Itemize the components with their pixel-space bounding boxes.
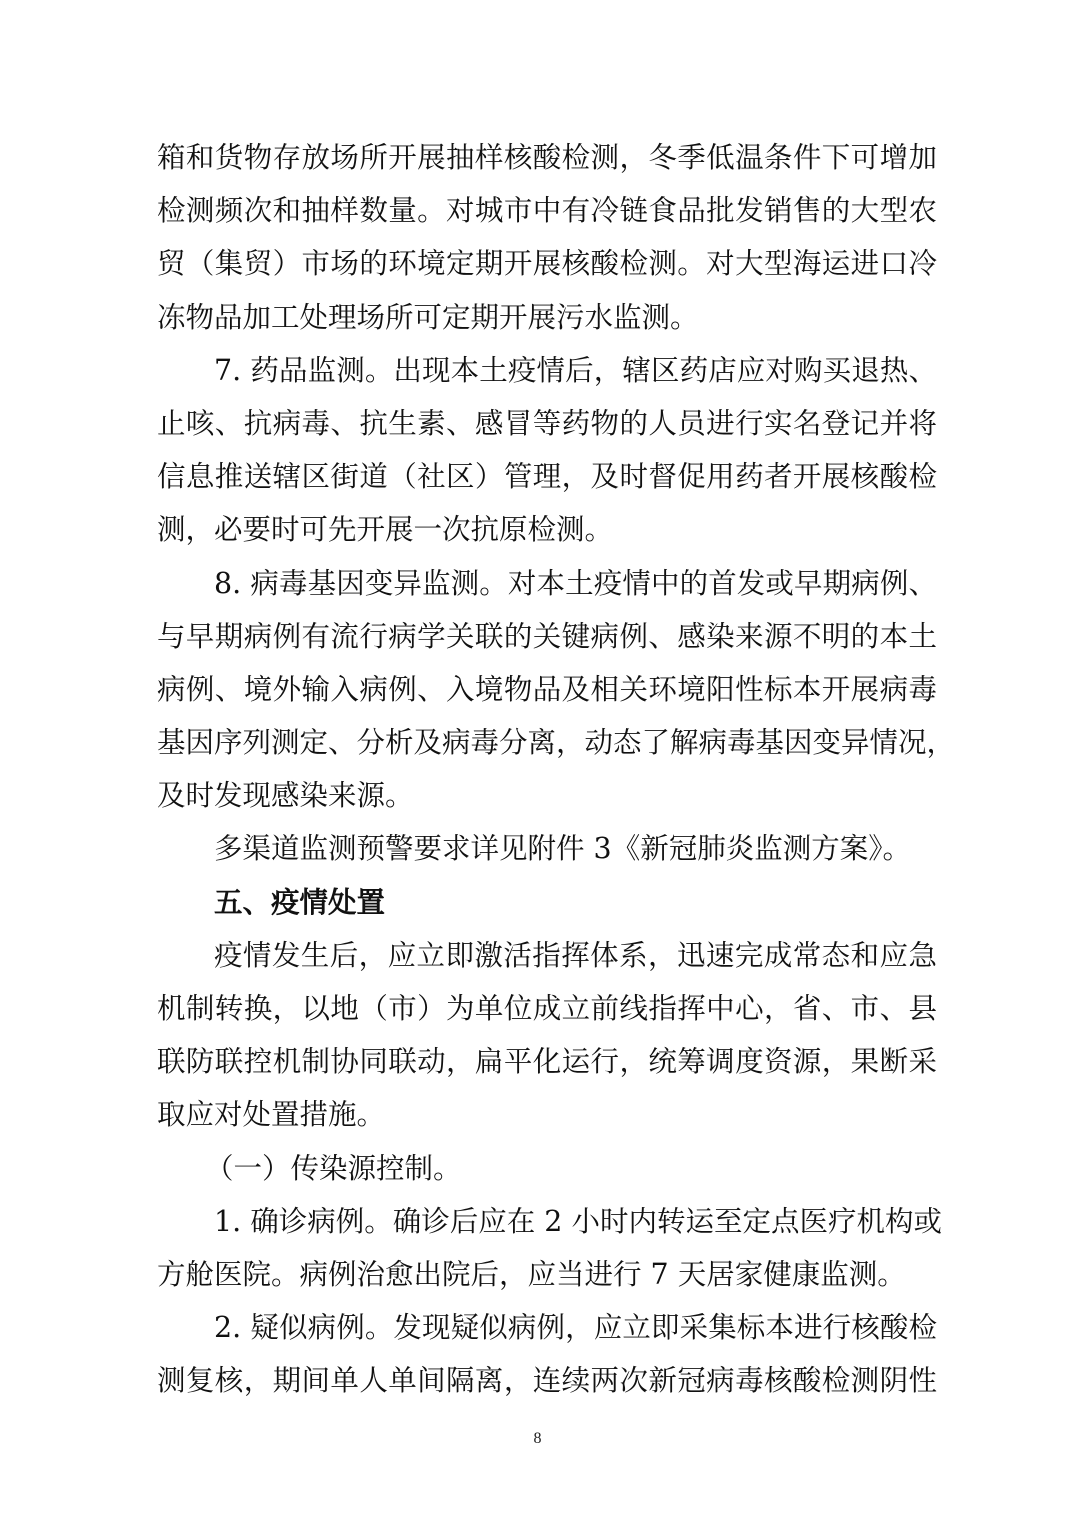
text-line: 方舱医院。病例治愈出院后，应当进行 7 天居家健康监测。 [157,1257,906,1291]
page-number: 8 [533,1430,542,1447]
text-line: 8. 病毒基因变异监测。对本土疫情中的首发或早期病例、 [214,566,937,600]
subsection-heading [157,1142,937,1195]
text-line: 检测频次和抽样数量。对城市中有冷链食品批发销售的大型农 [157,194,937,228]
paragraph-cold-chain-sampling [157,131,937,344]
text-line: 箱和货物存放场所开展抽样核酸检测，冬季低温条件下可增加 [157,141,937,174]
subsection-heading-text: （一）传染源控制。 [205,1151,462,1185]
text-line: 多渠道监测预警要求详见附件 3《新冠肺炎监测方案》。 [214,832,911,866]
text-line: 取应对处置措施。 [157,1098,386,1132]
text-line: 病例、境外输入病例、入境物品及相关环境阳性标本开展病毒 [157,672,937,706]
paragraph-command-system [157,929,937,1142]
document-body [157,131,956,1408]
text-line: 与早期病例有流行病学关联的关键病例、感染来源不明的本土 [157,619,937,653]
text-line: 基因序列测定、分析及病毒分离，动态了解病毒基因变异情况， [157,726,956,760]
paragraph-suspected-cases [157,1301,937,1407]
paragraph-confirmed-cases [157,1195,943,1301]
text-line: 疫情发生后，应立即激活指挥体系，迅速完成常态和应急 [214,938,937,972]
text-line: 测，必要时可先开展一次抗原检测。 [157,513,614,547]
text-line: 止咳、抗病毒、抗生素、感冒等药物的人员进行实名登记并将 [157,406,937,440]
text-line: 信息推送辖区街道（社区）管理，及时督促用药者开展核酸检 [157,460,937,494]
section-heading [157,876,937,929]
text-line: 贸（集贸）市场的环境定期开展核酸检测。对大型海运进口冷 [157,247,937,281]
paragraph-drug-monitoring [157,344,937,557]
text-line: 冻物品加工处理场所可定期开展污水监测。 [157,300,699,334]
text-line: 1. 确诊病例。确诊后应在 2 小时内转运至定点医疗机构或 [214,1204,943,1238]
text-line: 2. 疑似病例。发现疑似病例，应立即采集标本进行核酸检 [214,1311,937,1345]
paragraph-attachment-reference [157,822,937,875]
text-line: 测复核，期间单人单间隔离，连续两次新冠病毒核酸检测阴性 [157,1364,937,1398]
paragraph-virus-gene-variation [157,557,956,823]
text-line: 及时发现感染来源。 [157,779,414,813]
text-line: 7. 药品监测。出现本土疫情后，辖区药店应对购买退热、 [214,353,937,387]
text-line: 联防联控机制协同联动，扁平化运行，统筹调度资源，果断采 [157,1045,937,1079]
section-heading-text: 五、疫情处置 [214,885,386,919]
text-line: 机制转换，以地（市）为单位成立前线指挥中心，省、市、县 [157,992,937,1025]
